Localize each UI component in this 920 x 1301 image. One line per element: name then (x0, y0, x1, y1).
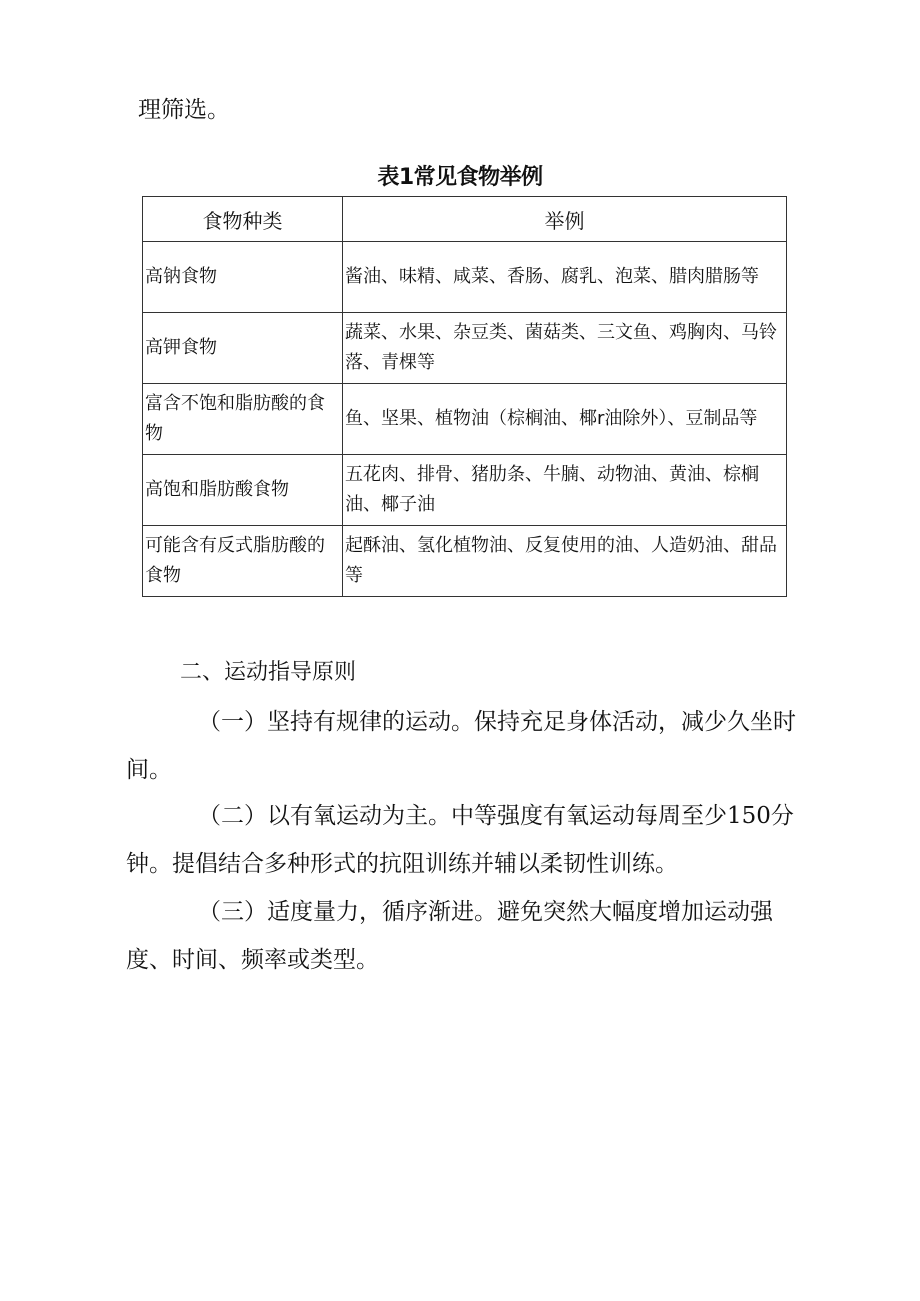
table-row (143, 242, 787, 313)
examples-cell: 五花肉、排骨、猪肋条、牛腩、动物油、黄油、棕榈油、椰子油 (343, 455, 787, 526)
examples-cell: 蔬菜、水果、杂豆类、菌菇类、三文鱼、鸡胸肉、马铃落、青棵等 (343, 313, 787, 384)
table-header-row (143, 197, 787, 242)
header-examples: 举例 (343, 197, 787, 242)
paragraph-principle-3: （三）适度量力，循序渐进。避免突然大幅度增加运动强度、时间、频率或类型。 (126, 899, 773, 973)
intro-paragraph-tail: 理筛选。 (138, 97, 230, 123)
examples-cell: 鱼、坚果、植物油（棕榈油、椰r油除外）、豆制品等 (343, 384, 787, 455)
table-row (143, 313, 787, 384)
table-caption: 表1常见食物举例 (377, 165, 543, 190)
paragraph-principle-1: （一）坚持有规律的运动。保持充足身体活动，减少久坐时间。 (126, 709, 796, 783)
table-row (143, 526, 787, 597)
section-heading: 二、运动指导原则 (180, 660, 357, 685)
table-row (143, 455, 787, 526)
header-food-category: 食物种类 (143, 197, 343, 242)
food-category-cell: 可能含有反式脂肪酸的食物 (143, 526, 343, 597)
food-category-cell: 高饱和脂肪酸食物 (143, 455, 343, 526)
food-examples-table (142, 196, 787, 597)
table-row (143, 384, 787, 455)
food-category-cell: 高钾食物 (143, 313, 343, 384)
food-category-cell: 富含不饱和脂肪酸的食物 (143, 384, 343, 455)
examples-cell: 起酥油、氢化植物油、反复使用的油、人造奶油、甜品等 (343, 526, 787, 597)
examples-cell: 酱油、味精、咸菜、香肠、腐乳、泡菜、腊肉腊肠等 (343, 242, 787, 313)
food-category-cell: 高钠食物 (143, 242, 343, 313)
paragraph-principle-2: （二）以有氧运动为主。中等强度有氧运动每周至少150分钟。提倡结合多种形式的抗阻训练并辅以柔韧性训练。 (126, 803, 794, 877)
